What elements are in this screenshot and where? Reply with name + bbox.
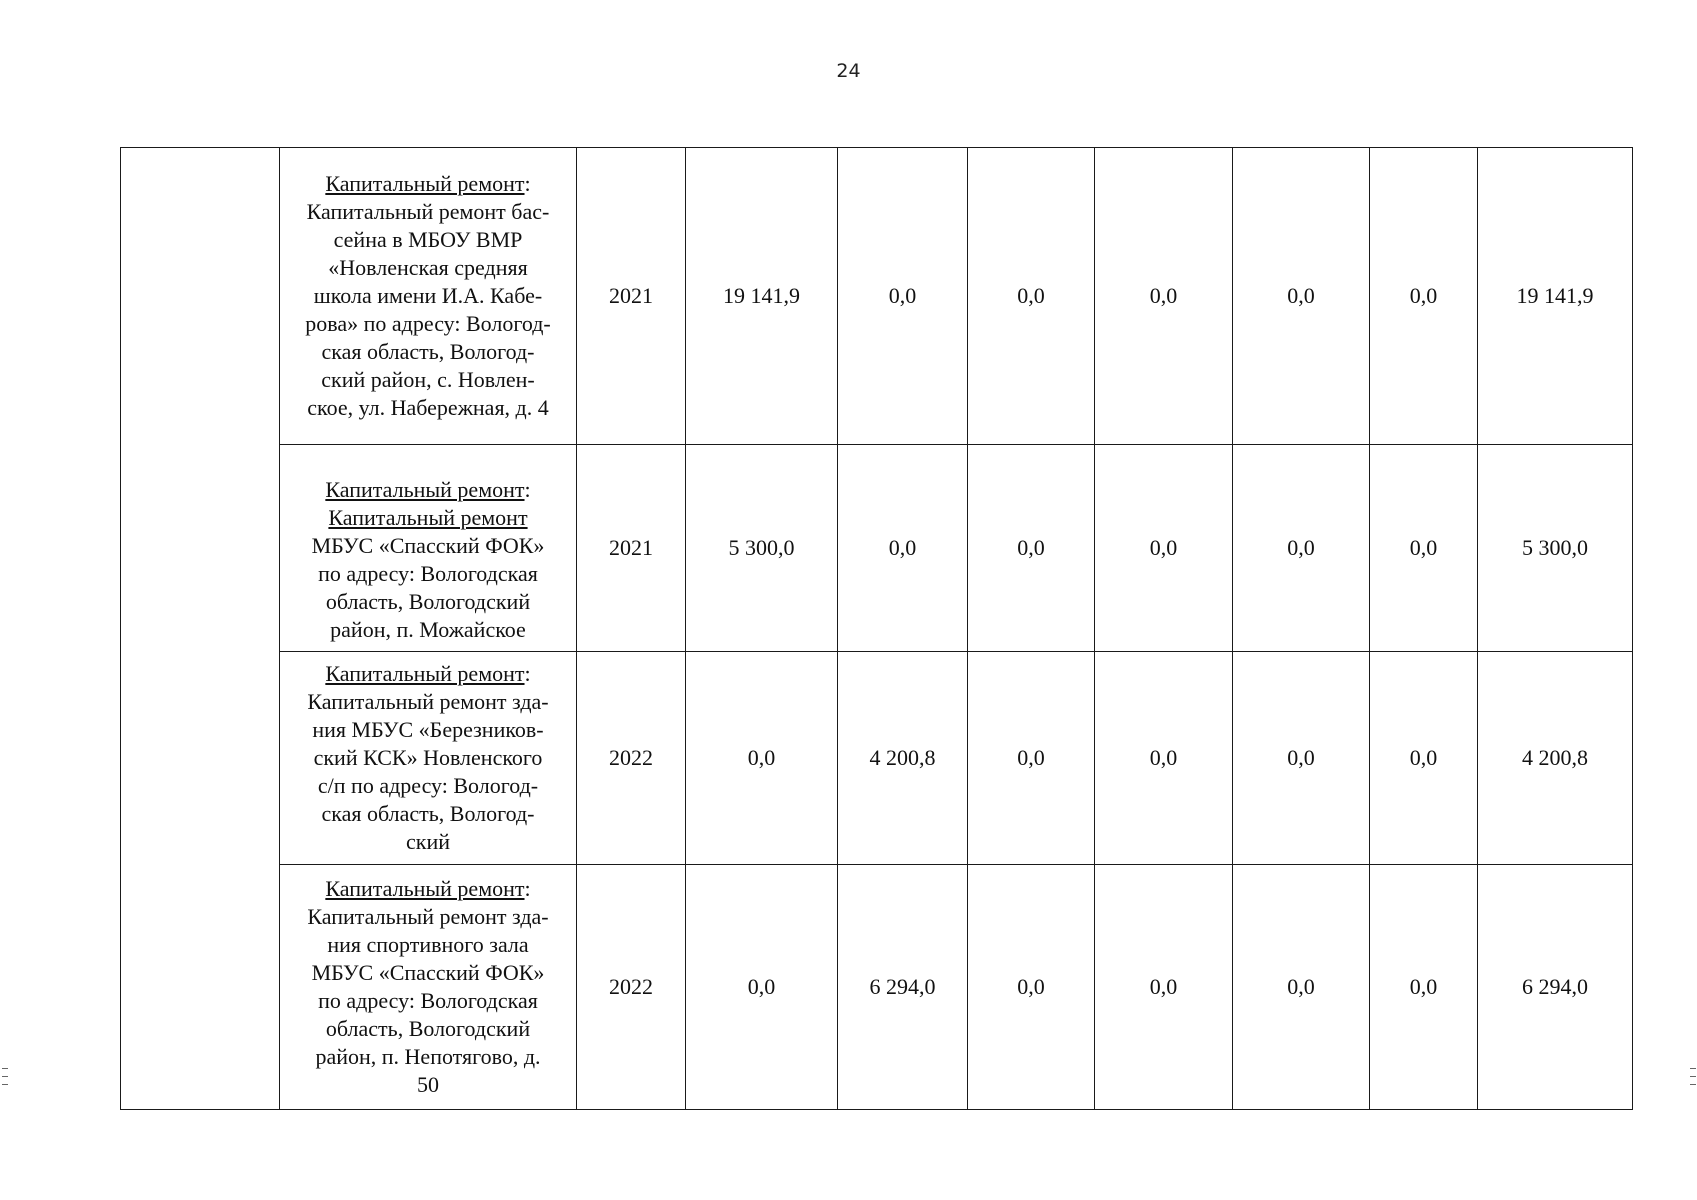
scan-mark	[2, 1084, 8, 1085]
value-cell: 0,0	[838, 445, 968, 652]
value-cell: 0,0	[686, 652, 838, 865]
category-label: Капитальный ремонт	[325, 876, 525, 901]
table-row	[121, 652, 1633, 865]
object-description-cell: Капитальный ремонт: Капитальный ремонт зда- ния МБУС «Березников- ский КСК» Новленского с/п по адресу: Вологод- ская область, Вологод- ский	[280, 652, 577, 865]
value-cell: 6 294,0	[838, 865, 968, 1110]
value-cell: 0,0	[1370, 652, 1478, 865]
value-cell: 0,0	[968, 148, 1095, 445]
value-cell: 0,0	[968, 652, 1095, 865]
total-cell: 6 294,0	[1478, 865, 1633, 1110]
total-cell: 19 141,9	[1478, 148, 1633, 445]
object-description: Капитальный ремонт бас- сейна в МБОУ ВМР «Новленская средняя школа имени И.А. Кабе- рова» по адресу: Вологод- ская область, Вологод- ский район, с. Новлен- ское, ул. Набережная, д. 4	[305, 199, 551, 420]
program-cell-empty	[121, 148, 280, 1110]
value-cell: 0,0	[1095, 445, 1233, 652]
scan-mark	[1690, 1076, 1696, 1077]
year-cell: 2022	[577, 652, 686, 865]
value-cell: 0,0	[1370, 148, 1478, 445]
value-cell: 0,0	[1095, 865, 1233, 1110]
total-cell: 5 300,0	[1478, 445, 1633, 652]
value-cell: 0,0	[686, 865, 838, 1110]
value-cell: 0,0	[1370, 445, 1478, 652]
table-row	[121, 445, 1633, 652]
value-cell: 0,0	[1233, 865, 1370, 1110]
value-cell: 0,0	[1233, 148, 1370, 445]
table-row	[121, 865, 1633, 1110]
scan-mark	[2, 1076, 8, 1077]
object-description-cell: Капитальный ремонт: Капитальный ремонт зда- ния спортивного зала МБУС «Спасский ФОК» по адресу: Вологодская область, Вологодский район, п. Непотягово, д. 50	[280, 865, 577, 1110]
table-row	[121, 148, 1633, 445]
capital-repair-table	[120, 147, 1633, 1110]
year-cell: 2021	[577, 148, 686, 445]
year-cell: 2021	[577, 445, 686, 652]
object-description: Капитальный ремонт зда- ния МБУС «Березников- ский КСК» Новленского с/п по адресу: Вологод- ская область, Вологод- ский	[307, 689, 549, 854]
value-cell: 0,0	[968, 445, 1095, 652]
value-cell: 0,0	[1233, 652, 1370, 865]
scan-mark	[1690, 1068, 1696, 1069]
object-description: Капитальный ремонт зда- ния спортивного зала МБУС «Спасский ФОК» по адресу: Вологодская область, Вологодский район, п. Непотягово, д. 50	[307, 904, 549, 1097]
value-cell: 19 141,9	[686, 148, 838, 445]
value-cell: 0,0	[838, 148, 968, 445]
object-description: МБУС «Спасский ФОК» по адресу: Вологодская область, Вологодский район, п. Можайское	[311, 533, 545, 642]
value-cell: 0,0	[968, 865, 1095, 1110]
value-cell: 0,0	[1370, 865, 1478, 1110]
category-label: Капитальный ремонт	[325, 171, 525, 196]
scan-mark	[1690, 1084, 1696, 1085]
value-cell: 0,0	[1095, 652, 1233, 865]
page-number: 24	[836, 60, 861, 82]
total-cell: 4 200,8	[1478, 652, 1633, 865]
category-label-secondary: Капитальный ремонт	[328, 505, 528, 530]
category-label: Капитальный ремонт	[325, 661, 525, 686]
scan-mark	[2, 1068, 8, 1069]
value-cell: 0,0	[1095, 148, 1233, 445]
category-label: Капитальный ремонт	[325, 477, 525, 502]
year-cell: 2022	[577, 865, 686, 1110]
value-cell: 5 300,0	[686, 445, 838, 652]
value-cell: 0,0	[1233, 445, 1370, 652]
value-cell: 4 200,8	[838, 652, 968, 865]
object-description-cell: Капитальный ремонт: Капитальный ремонт МБУС «Спасский ФОК» по адресу: Вологодская область, Вологодский район, п. Можайское	[280, 445, 577, 652]
object-description-cell: Капитальный ремонт: Капитальный ремонт бас- сейна в МБОУ ВМР «Новленская средняя школа имени И.А. Кабе- рова» по адресу: Вологод- ская область, Вологод- ский район, с. Новлен- ское, ул. Набережная, д. 4	[280, 148, 577, 445]
